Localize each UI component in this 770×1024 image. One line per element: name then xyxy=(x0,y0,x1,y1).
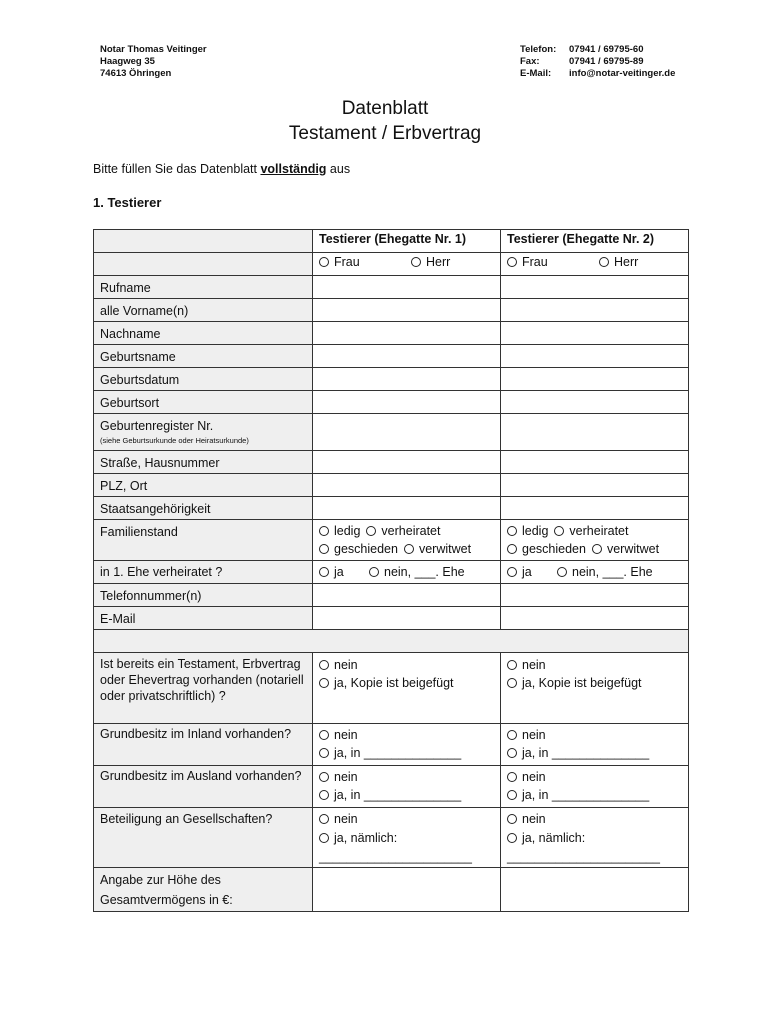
radio-circle-icon xyxy=(507,790,517,800)
radio-herr-2[interactable] xyxy=(599,253,638,271)
radio-verwitwet-2[interactable] xyxy=(592,540,659,558)
label-nein: nein xyxy=(522,728,546,742)
radio-circle-icon xyxy=(557,567,567,577)
label-staat: Staatsangehörigkeit xyxy=(94,497,313,520)
input-geburtsort-2[interactable] xyxy=(501,391,689,414)
radio-circle-icon xyxy=(507,660,517,670)
intro-post: aus xyxy=(326,162,351,176)
radio-circle-icon xyxy=(507,814,517,824)
label-nachname: Nachname xyxy=(94,322,313,345)
input-plz-1[interactable] xyxy=(313,474,501,497)
header-testator-1: Testierer (Ehegatte Nr. 1) xyxy=(313,230,501,253)
input-vermoegen-1[interactable] xyxy=(313,868,501,912)
radio-ledig-1[interactable] xyxy=(319,522,360,540)
phone-label: Telefon: xyxy=(520,44,557,55)
input-email-2[interactable] xyxy=(501,607,689,630)
label-telefon: Telefonnummer(n) xyxy=(94,584,313,607)
radio-ja-2[interactable] xyxy=(507,563,557,581)
radio-circle-icon xyxy=(366,526,376,536)
radio-verheiratet-1[interactable] xyxy=(366,522,440,540)
radio-circle-icon xyxy=(507,833,517,843)
phone-value: 07941 / 69795-60 xyxy=(569,44,644,55)
radio-circle-icon xyxy=(319,790,329,800)
radio-inland-nein-2[interactable] xyxy=(507,726,682,744)
radio-circle-icon xyxy=(411,257,421,267)
radio-circle-icon xyxy=(507,257,517,267)
radio-gesellschaften-nein-1[interactable] xyxy=(319,810,494,829)
label-nein-ehe: nein, ___. Ehe xyxy=(572,565,653,579)
radio-gesellschaften-nein-2[interactable] xyxy=(507,810,682,829)
radio-nein-ehe-2[interactable] xyxy=(557,563,653,581)
inland-cell-2 xyxy=(501,724,689,766)
label-geschieden: geschieden xyxy=(334,542,398,556)
radio-frau-2[interactable] xyxy=(507,253,599,271)
inland-cell-1 xyxy=(313,724,501,766)
fax-label: Fax: xyxy=(520,56,540,67)
label-ja-in: ja, in ______________ xyxy=(334,788,462,802)
input-email-1[interactable] xyxy=(313,607,501,630)
label-ja: ja xyxy=(522,565,532,579)
input-strasse-1[interactable] xyxy=(313,451,501,474)
gender-cell-2 xyxy=(501,253,689,276)
label-nein-ehe: nein, ___. Ehe xyxy=(384,565,465,579)
radio-circle-icon xyxy=(592,544,602,554)
input-plz-2[interactable] xyxy=(501,474,689,497)
ausland-cell-2 xyxy=(501,766,689,808)
radio-frau-1[interactable] xyxy=(319,253,411,271)
radio-testament-kopie-1[interactable] xyxy=(319,674,494,692)
radio-circle-icon xyxy=(507,678,517,688)
gender-empty-cell xyxy=(94,253,313,276)
notary-street: Haagweg 35 xyxy=(100,56,155,67)
radio-geschieden-1[interactable] xyxy=(319,540,398,558)
radio-circle-icon xyxy=(404,544,414,554)
label-email: E-Mail xyxy=(94,607,313,630)
intro-pre: Bitte füllen Sie das Datenblatt xyxy=(93,162,261,176)
notary-address xyxy=(100,44,207,80)
label-nein: nein xyxy=(334,812,358,826)
input-rufname-1[interactable] xyxy=(313,276,501,299)
radio-verheiratet-2[interactable] xyxy=(554,522,628,540)
label-geschieden: geschieden xyxy=(522,542,586,556)
radio-gesellschaften-ja-1[interactable] xyxy=(319,829,494,848)
label-geburtsname: Geburtsname xyxy=(94,345,313,368)
label-verwitwet: verwitwet xyxy=(606,542,660,556)
radio-testament-nein-2[interactable] xyxy=(507,656,682,674)
radio-circle-icon xyxy=(319,772,329,782)
radio-testament-nein-1[interactable] xyxy=(319,656,494,674)
gesellschaften-line-2[interactable]: ______________________ xyxy=(507,850,660,864)
input-geburtenregister-1[interactable] xyxy=(313,414,501,451)
label-nein: nein xyxy=(334,658,358,672)
erste-ehe-cell-2 xyxy=(501,561,689,584)
radio-ledig-2[interactable] xyxy=(507,522,548,540)
label-ja: ja xyxy=(334,565,344,579)
label-nein: nein xyxy=(334,728,358,742)
radio-circle-icon xyxy=(507,567,517,577)
separator-row xyxy=(94,630,689,653)
radio-circle-icon xyxy=(319,660,329,670)
label-frau: Frau xyxy=(522,255,548,269)
document-title xyxy=(0,96,770,146)
radio-ausland-ja-1[interactable] xyxy=(319,786,494,804)
notary-name: Notar Thomas Veitinger xyxy=(100,44,207,55)
radio-circle-icon xyxy=(507,730,517,740)
label-testament: Ist bereits ein Testament, Erbvertrag oder Ehevertrag vorhanden (notariell oder privatschriftlich) ? xyxy=(94,653,313,724)
familienstand-cell-1 xyxy=(313,520,501,561)
label-kopie: ja, Kopie ist beigefügt xyxy=(522,676,642,690)
radio-ausland-ja-2[interactable] xyxy=(507,786,682,804)
radio-circle-icon xyxy=(554,526,564,536)
radio-circle-icon xyxy=(319,814,329,824)
label-verheiratet: verheiratet xyxy=(569,524,629,538)
label-kopie: ja, Kopie ist beigefügt xyxy=(334,676,454,690)
input-telefon-1[interactable] xyxy=(313,584,501,607)
radio-nein-ehe-1[interactable] xyxy=(369,563,465,581)
radio-circle-icon xyxy=(319,748,329,758)
input-staat-1[interactable] xyxy=(313,497,501,520)
intro-emphasis: vollständig xyxy=(260,162,327,176)
label-erste-ehe: in 1. Ehe verheiratet ? xyxy=(94,561,313,584)
label-ja-naemlich: ja, nämlich: xyxy=(522,831,586,845)
label-rufname: Rufname xyxy=(94,276,313,299)
testator-table xyxy=(93,229,689,912)
radio-circle-icon xyxy=(319,544,329,554)
radio-circle-icon xyxy=(369,567,379,577)
gesellschaften-cell-2 xyxy=(501,808,689,868)
label-verwitwet: verwitwet xyxy=(418,542,472,556)
radio-circle-icon xyxy=(319,526,329,536)
label-frau: Frau xyxy=(334,255,360,269)
label-nein: nein xyxy=(334,770,358,784)
label-ja-in: ja, in ______________ xyxy=(522,746,650,760)
input-nachname-1[interactable] xyxy=(313,322,501,345)
label-ja-in: ja, in ______________ xyxy=(334,746,462,760)
notary-contact xyxy=(520,44,675,80)
input-vornamen-1[interactable] xyxy=(313,299,501,322)
radio-ausland-nein-2[interactable] xyxy=(507,768,682,786)
input-strasse-2[interactable] xyxy=(501,451,689,474)
ausland-cell-1 xyxy=(313,766,501,808)
input-vermoegen-2[interactable] xyxy=(501,868,689,912)
input-staat-2[interactable] xyxy=(501,497,689,520)
label-ja-naemlich: ja, nämlich: xyxy=(334,831,398,845)
radio-circle-icon xyxy=(507,526,517,536)
radio-circle-icon xyxy=(599,257,609,267)
radio-circle-icon xyxy=(507,544,517,554)
geburtenregister-hint: (siehe Geburtsurkunde oder Heiratsurkunde) xyxy=(100,436,249,445)
header-empty-cell xyxy=(94,230,313,253)
input-geburtenregister-2[interactable] xyxy=(501,414,689,451)
label-verheiratet: verheiratet xyxy=(381,524,441,538)
input-nachname-2[interactable] xyxy=(501,322,689,345)
radio-ja-1[interactable] xyxy=(319,563,369,581)
label-plz: PLZ, Ort xyxy=(94,474,313,497)
geburtenregister-text: Geburtenregister Nr. xyxy=(100,419,214,433)
input-geburtsort-1[interactable] xyxy=(313,391,501,414)
label-gesellschaften: Beteiligung an Gesellschaften? xyxy=(94,808,313,868)
section-heading: 1. Testierer xyxy=(93,195,162,210)
radio-circle-icon xyxy=(319,730,329,740)
radio-circle-icon xyxy=(507,772,517,782)
label-nein: nein xyxy=(522,658,546,672)
label-strasse: Straße, Hausnummer xyxy=(94,451,313,474)
label-familienstand: Familienstand xyxy=(94,520,313,561)
label-inland: Grundbesitz im Inland vorhanden? xyxy=(94,724,313,766)
gesellschaften-line-1[interactable]: ______________________ xyxy=(319,850,472,864)
label-herr: Herr xyxy=(426,255,451,269)
label-vermoegen: Angabe zur Höhe des Gesamtvermögens in €: xyxy=(94,868,313,912)
gesellschaften-cell-1 xyxy=(313,808,501,868)
label-vornamen: alle Vorname(n) xyxy=(94,299,313,322)
label-ausland: Grundbesitz im Ausland vorhanden? xyxy=(94,766,313,808)
input-vornamen-2[interactable] xyxy=(501,299,689,322)
radio-circle-icon xyxy=(319,567,329,577)
label-ledig: ledig xyxy=(334,524,361,538)
label-nein: nein xyxy=(522,770,546,784)
radio-circle-icon xyxy=(319,257,329,267)
radio-inland-ja-1[interactable] xyxy=(319,744,494,762)
email-value: info@notar-veitinger.de xyxy=(569,68,676,79)
input-geburtsdatum-1[interactable] xyxy=(313,368,501,391)
header-testator-2: Testierer (Ehegatte Nr. 2) xyxy=(501,230,689,253)
radio-herr-1[interactable] xyxy=(411,253,450,271)
title-line-2: Testament / Erbvertrag xyxy=(288,123,482,144)
input-geburtsdatum-2[interactable] xyxy=(501,368,689,391)
title-line-1: Datenblatt xyxy=(341,98,429,119)
radio-testament-kopie-2[interactable] xyxy=(507,674,682,692)
radio-verwitwet-1[interactable] xyxy=(404,540,471,558)
label-ja-in: ja, in ______________ xyxy=(522,788,650,802)
radio-geschieden-2[interactable] xyxy=(507,540,586,558)
testament-cell-2 xyxy=(501,653,689,724)
input-telefon-2[interactable] xyxy=(501,584,689,607)
gender-cell-1 xyxy=(313,253,501,276)
radio-inland-nein-1[interactable] xyxy=(319,726,494,744)
label-geburtsort: Geburtsort xyxy=(94,391,313,414)
fax-value: 07941 / 69795-89 xyxy=(569,56,644,67)
label-nein: nein xyxy=(522,812,546,826)
familienstand-cell-2 xyxy=(501,520,689,561)
notary-city: 74613 Öhringen xyxy=(100,68,172,79)
label-ledig: ledig xyxy=(522,524,549,538)
erste-ehe-cell-1 xyxy=(313,561,501,584)
radio-circle-icon xyxy=(319,833,329,843)
input-geburtsname-2[interactable] xyxy=(501,345,689,368)
intro-text xyxy=(93,162,350,176)
testament-cell-1 xyxy=(313,653,501,724)
label-geburtenregister xyxy=(94,414,313,451)
radio-gesellschaften-ja-2[interactable] xyxy=(507,829,682,848)
input-geburtsname-1[interactable] xyxy=(313,345,501,368)
radio-inland-ja-2[interactable] xyxy=(507,744,682,762)
email-label: E-Mail: xyxy=(520,68,552,79)
radio-circle-icon xyxy=(319,678,329,688)
radio-circle-icon xyxy=(507,748,517,758)
radio-ausland-nein-1[interactable] xyxy=(319,768,494,786)
label-geburtsdatum: Geburtsdatum xyxy=(94,368,313,391)
label-herr: Herr xyxy=(614,255,639,269)
input-rufname-2[interactable] xyxy=(501,276,689,299)
